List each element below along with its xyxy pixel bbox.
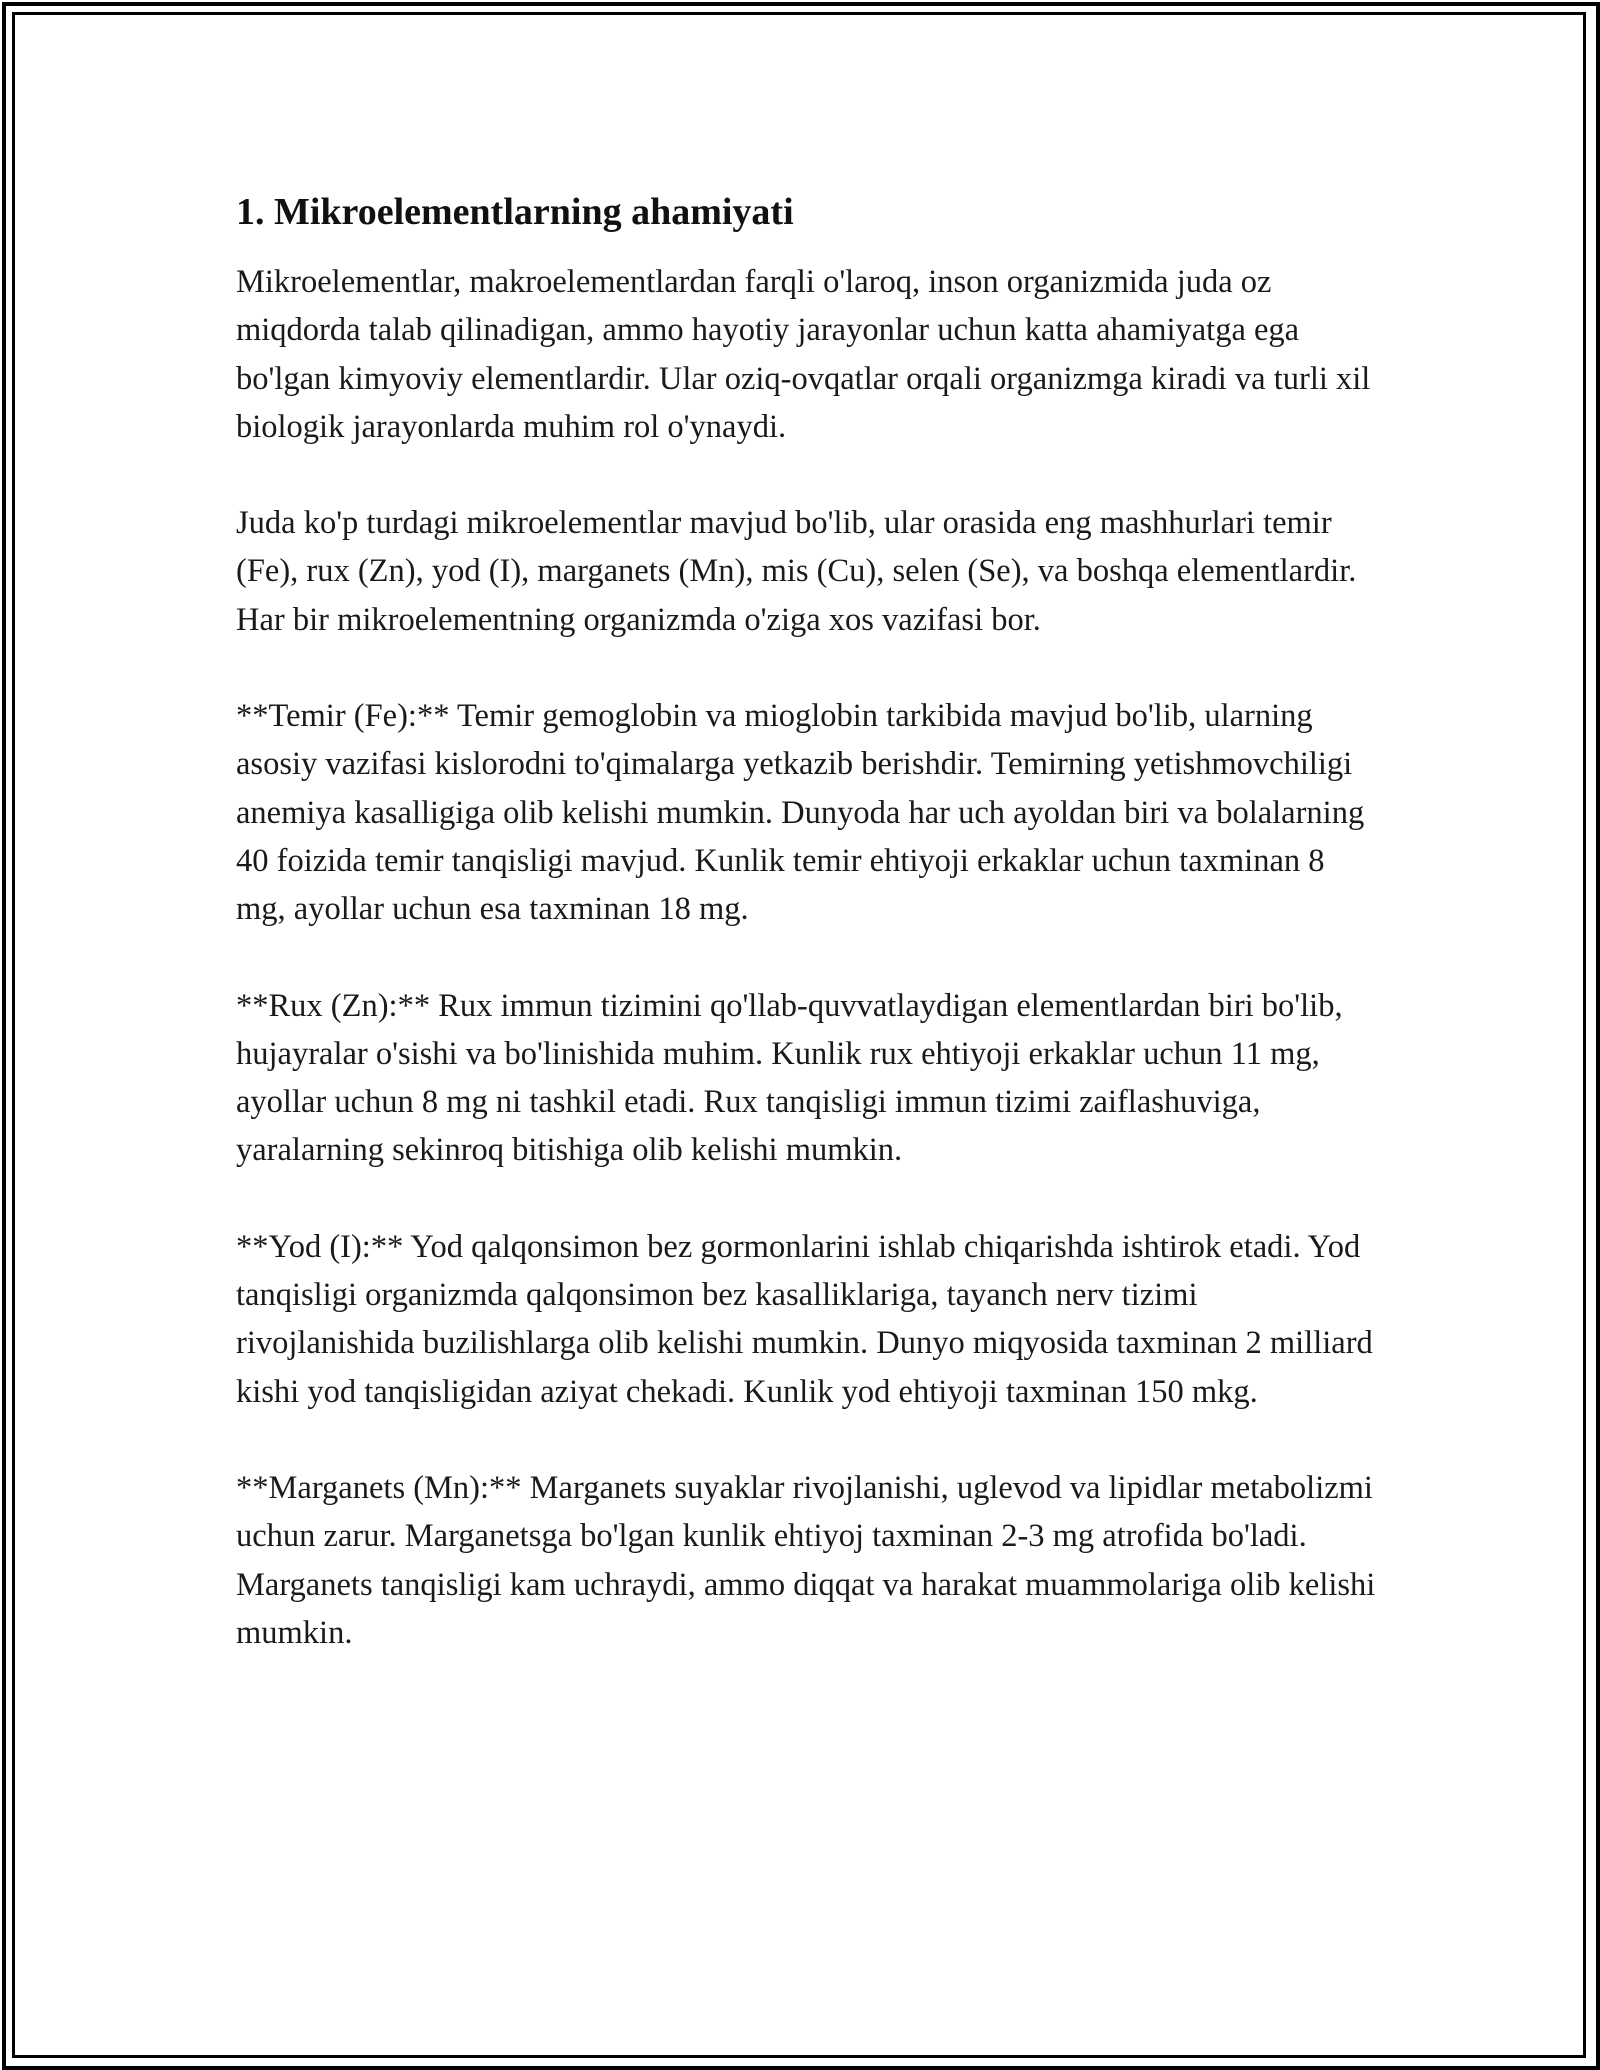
paragraph-zinc: **Rux (Zn):** Rux immun tizimini qo'llab-quvvatlaydigan elementlardan biri bo'lib, hujayralar o'sishi va bo'linishida muhim. Kunlik rux ehtiyoji erkaklar uchun 11 mg, ayollar uchun 8 mg ni tashkil etadi. Rux tanqisligi immun tizimi zaiflashuviga, yaralarning sekinroq bitishiga olib kelishi mumkin.: [236, 987, 1343, 1169]
paragraph-intro: Mikroelementlar, makroelementlardan farqli o'laroq, inson organizmida juda oz miqdorda talab qilinadigan, ammo hayotiy jarayonlar uchun katta ahamiyatga ega bo'lgan kimyoviy elementlardir. Ular oziq-ovqatlar orqali organizmga kiradi va turli xil biologik jarayonlarda muhim rol o'ynaydi.: [236, 264, 1371, 445]
paragraph-manganese: **Marganets (Mn):** Marganets suyaklar rivojlanishi, uglevod va lipidlar metabolizmi uchun zarur. Marganetsga bo'lgan kunlik ehtiyoj taxminan 2-3 mg atrofida bo'ladi. Marganets tanqisligi kam uchraydi, ammo diqqat va harakat muammolariga olib kelishi mumkin.: [236, 1469, 1376, 1651]
document-body: [236, 184, 1376, 1705]
paragraph-element-list: Juda ko'p turdagi mikroelementlar mavjud bo'lib, ular orasida eng mashhurlari temir (Fe), rux (Zn), yod (I), marganets (Mn), mis (Cu), selen (Se), va boshqa elementlardir. Har bir mikroelementning organizmda o'ziga xos vazifasi bor.: [236, 505, 1357, 638]
paragraph-iron: **Temir (Fe):** Temir gemoglobin va mioglobin tarkibida mavjud bo'lib, ularning asosiy vazifasi kislorodni to'qimalarga yetkazib berishdir. Temirning yetishmovchiligi anemiya kasalligiga olib kelishi mumkin. Dunyoda har uch ayoldan biri va bolalarning 40 foizida temir tanqisligi mavjud. Kunlik temir ehtiyoji erkaklar uchun taxminan 8 mg, ayollar uchun esa taxminan 18 mg.: [236, 698, 1365, 928]
paragraph-iodine: **Yod (I):** Yod qalqonsimon bez gormonlarini ishlab chiqarishda ishtirok etadi. Yod tanqisligi organizmda qalqonsimon bez kasalliklariga, tayanch nerv tizimi rivojlanishida buzilishlarga olib kelishi mumkin. Dunyo miqyosida taxminan 2 milliard kishi yod tanqisligidan aziyat chekadi. Kunlik yod ehtiyoji taxminan 150 mkg.: [236, 1228, 1373, 1410]
section-heading: 1. Mikroelementlarning ahamiyati: [236, 191, 794, 233]
